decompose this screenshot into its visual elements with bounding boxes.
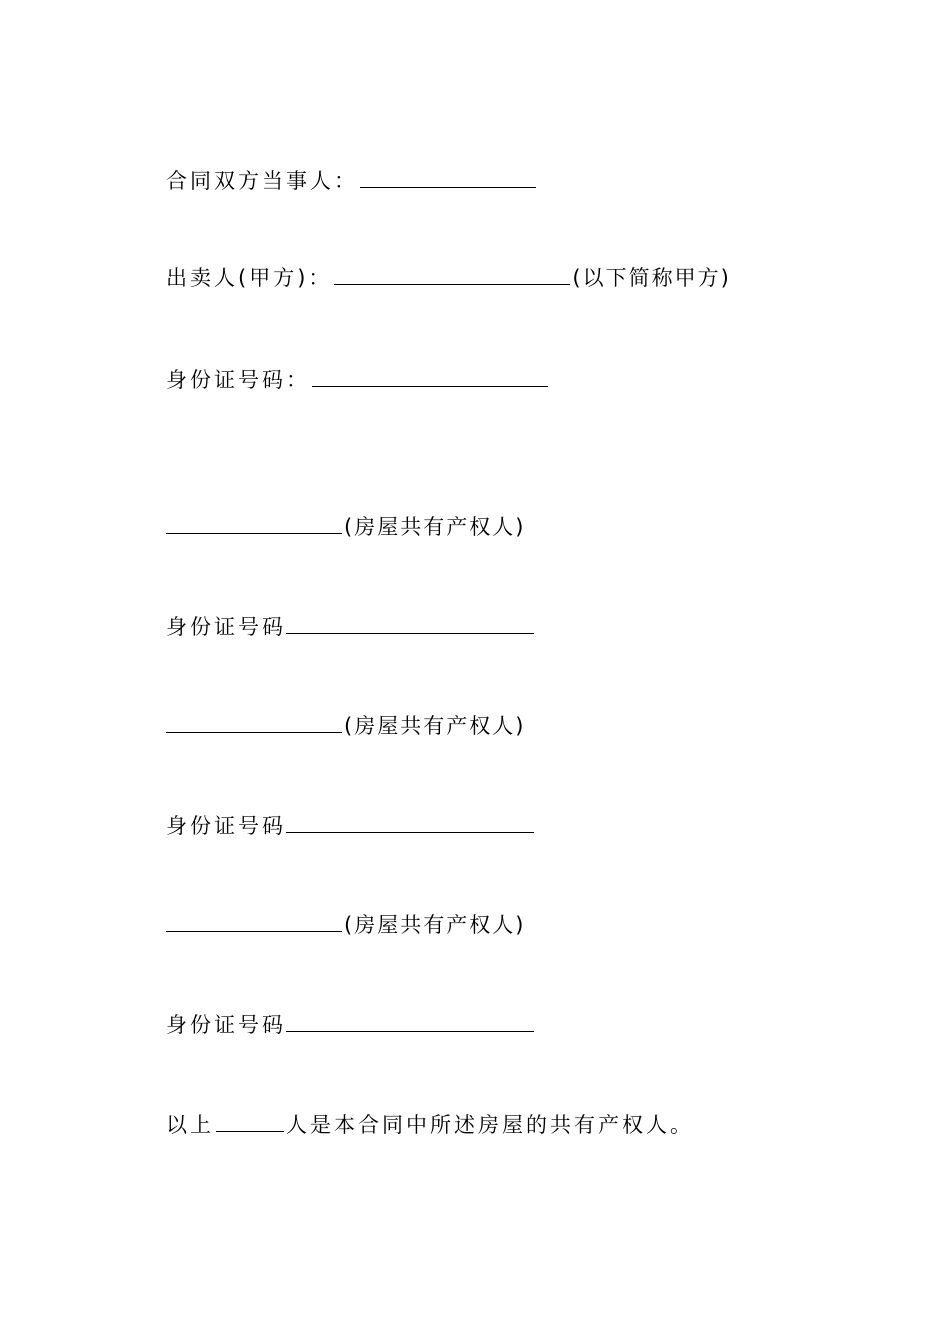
seller-label: 出卖人(甲方)： — [166, 266, 333, 290]
seller-suffix: (以下简称甲方) — [572, 266, 731, 290]
co-owner-2-id-blank[interactable] — [286, 810, 534, 833]
co-owner-1-suffix: (房屋共有产权人) — [344, 515, 526, 539]
seller-id-label: 身份证号码： — [166, 368, 310, 392]
co-owner-2-id-line — [166, 810, 536, 840]
seller-id-line — [166, 364, 550, 394]
co-owner-1-id-blank[interactable] — [286, 611, 534, 634]
co-owner-2-id-label: 身份证号码 — [166, 814, 286, 838]
co-owner-2-suffix: (房屋共有产权人) — [344, 714, 526, 738]
co-owner-1-line — [166, 511, 525, 541]
co-owner-3-blank[interactable] — [166, 909, 342, 932]
parties-line — [166, 165, 538, 195]
co-owner-1-blank[interactable] — [166, 511, 342, 534]
co-owner-1-id-label: 身份证号码 — [166, 615, 286, 639]
summary-line — [166, 1109, 694, 1139]
parties-blank[interactable] — [360, 165, 536, 188]
seller-name-blank[interactable] — [334, 262, 570, 285]
seller-line — [166, 262, 731, 292]
co-owner-3-suffix: (房屋共有产权人) — [344, 913, 526, 937]
co-owner-3-id-label: 身份证号码 — [166, 1013, 286, 1037]
co-owner-1-id-line — [166, 611, 536, 641]
co-owner-3-line — [166, 909, 525, 939]
owner-count-blank[interactable] — [216, 1109, 284, 1132]
co-owner-3-id-blank[interactable] — [286, 1009, 534, 1032]
co-owner-3-id-line — [166, 1009, 536, 1039]
summary-suffix: 人是本合同中所述房屋的共有产权人。 — [286, 1113, 694, 1137]
summary-prefix: 以上 — [166, 1113, 214, 1137]
co-owner-2-line — [166, 710, 525, 740]
parties-label: 合同双方当事人： — [166, 169, 358, 193]
seller-id-blank[interactable] — [312, 364, 548, 387]
co-owner-2-blank[interactable] — [166, 710, 342, 733]
